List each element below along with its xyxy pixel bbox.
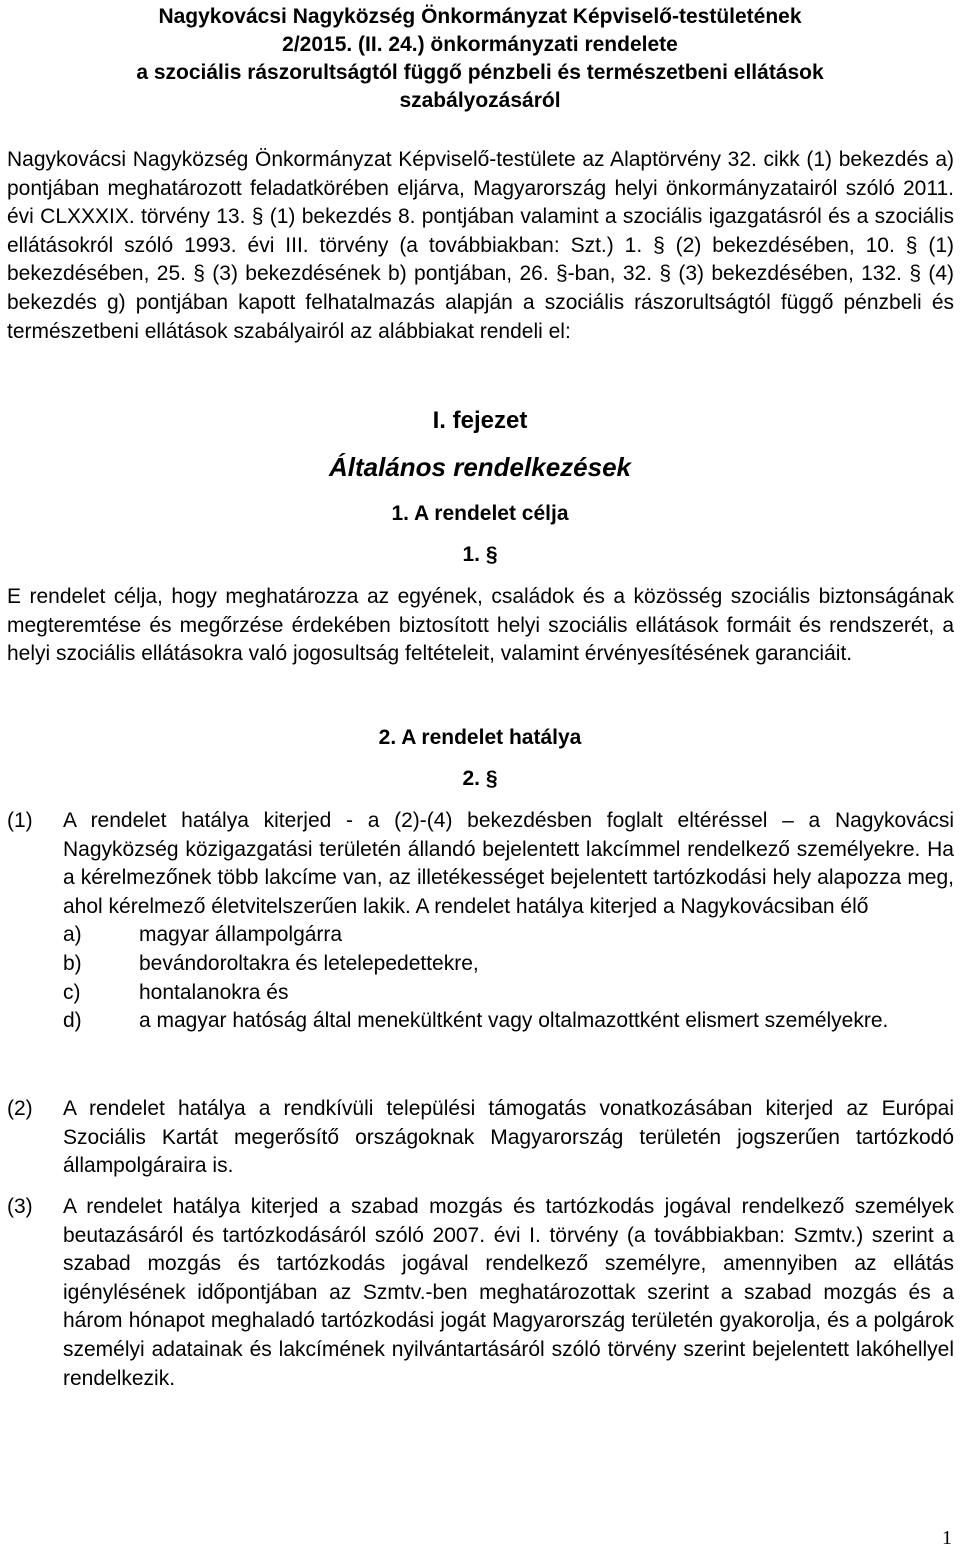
paragraph-1-text: A rendelet hatálya kiterjed - a (2)-(4) bekezdésben foglalt eltéréssel – a Nagykovácsi Nagyközség közigazgatási területén állandó bejelentett lakcímmel rendelkező személyekre. Ha a kérelmezőnek több lakcíme van, az illetékességet bejelentett tartózkodási hely alapozza meg, ahol kérelmező életvitelszerűen lakik. A rendelet hatálya kiterjed a Nagykovácsiban élő xyxy=(63,809,954,918)
preamble-paragraph: Nagykovácsi Nagyközség Önkormányzat Képviselő-testülete az Alaptörvény 32. cikk (1) bekezdés a) pontjában meghatározott feladatkörében eljárva, Magyarország helyi önkormányzatairól szóló 2011. évi CLXXXIX. törvény 13. § (1) bekezdés 8. pontjában valamint a szociális igazgatásról és a szociális ellátásokról szóló 1993. évi III. törvény (a továbbiakban: Szt.) 1. § (2) bekezdésében, 10. § (1) bekezdésében, 25. § (3) bekezdésének b) pontjában, 26. §-ban, 32. § (3) bekezdésében, 132. § (4) bekezdés g) pontjában kapott felhatalmazás alapján a szociális rászorultságtól függő pénzbeli és természetbeni ellátások szabályairól az alábbiakat rendeli el: xyxy=(7,148,954,343)
list-item-label: d) xyxy=(63,1009,82,1033)
paragraph-3-text: A rendelet hatálya kiterjed a szabad mozgás és tartózkodás jogával rendelkező személyek beutazásáról és tartózkodásáról szóló 2007. évi I. törvény (a továbbiakban: Szmtv.) szerint a szabad mozgás és tartózkodás jogával rendelkező személyre, amennyiben az ellátás igénylésének időpontjában az Szmtv.-ben meghatározottak szerint a szabad mozgás és a három hónapot meghaladó tartózkodási jogát Magyarország területén gyakorolja, és a polgárok személyi adatainak és lakcímének nyilvántartásáról szóló törvény szerint bejelentett lakóhellyel rendelkezik. xyxy=(63,1195,954,1390)
chapter-title: Általános rendelkezések xyxy=(328,452,632,482)
paragraph-3 xyxy=(7,1193,954,1393)
list-item-label: c) xyxy=(63,980,81,1004)
list-item xyxy=(63,921,954,950)
title-line-2: 2/2015. (II. 24.) önkormányzati rendelete xyxy=(282,33,678,56)
paragraph-2-text: A rendelet hatálya a rendkívüli települési támogatás vonatkozásában kiterjed az Európai Szociális Kartát megerősítő országoknak Magyarország területén jogszerűen tartózkodó állampolgáraira is. xyxy=(63,1097,954,1178)
list-item xyxy=(63,1007,954,1036)
paragraph-2 xyxy=(7,1095,954,1181)
paragraph-3-label: (3) xyxy=(7,1195,33,1218)
title-line-1: Nagykovácsi Nagyközség Önkormányzat Képviselő-testületének xyxy=(158,5,802,28)
list-item-label: a) xyxy=(63,923,82,947)
list-item-text: magyar állampolgárra xyxy=(139,923,343,947)
paragraph-1-label: (1) xyxy=(7,809,33,832)
paragraph-1 xyxy=(7,807,954,1036)
section-1-title: 1. A rendelet célja xyxy=(391,502,569,525)
paragraph-2-label: (2) xyxy=(7,1097,33,1120)
list-item-text: a magyar hatóság által menekültként vagy oltalmazottként elismert személyekre. xyxy=(139,1009,889,1033)
section-1-paragraph-number: 1. § xyxy=(462,543,498,566)
section-2-paragraph-number: 2. § xyxy=(462,767,498,790)
list-item-text: bevándoroltakra és letelepedettekre, xyxy=(139,951,479,975)
title-line-4: szabályozásáról xyxy=(399,89,561,112)
page-number: 1 xyxy=(942,1527,952,1549)
title-line-3: a szociális rászorultságtól függő pénzbeli és természetbeni ellátások xyxy=(136,61,824,84)
list-item xyxy=(63,950,954,979)
paragraph-1-sublist xyxy=(63,921,954,1035)
list-item-label: b) xyxy=(63,951,82,975)
chapter-number: I. fejezet xyxy=(432,407,528,434)
document-title xyxy=(0,3,960,115)
list-item xyxy=(63,979,954,1008)
section-2-title: 2. A rendelet hatálya xyxy=(378,726,582,749)
list-item-text: hontalanokra és xyxy=(139,980,289,1004)
section-1-text: E rendelet célja, hogy meghatározza az egyének, családok és a közösség szociális biztonságának megteremtése és megőrzése érdekében biztosított helyi szociális ellátások formáit és rendszerét, a helyi szociális ellátásokra való jogosultság feltételeit, valamint érvényesítésének garanciáit. xyxy=(7,585,954,666)
